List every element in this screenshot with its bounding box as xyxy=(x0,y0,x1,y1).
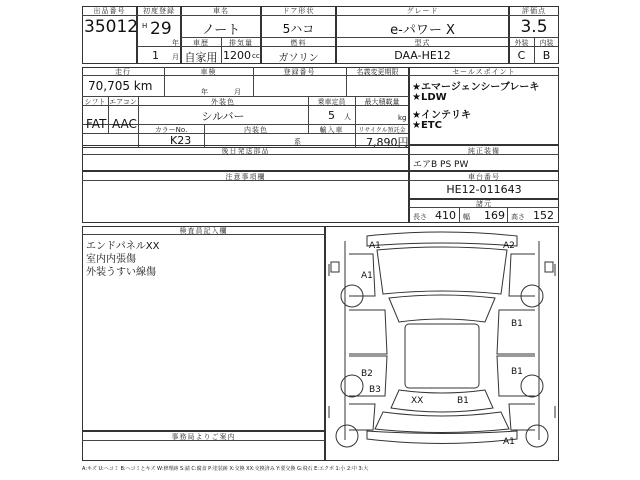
car-diagram xyxy=(325,226,559,461)
spare-wheel-right xyxy=(526,425,548,447)
first-reg-label: 初度登録 xyxy=(143,7,175,15)
model-label: 型式 xyxy=(414,39,431,47)
car-name: ノート xyxy=(201,23,241,38)
wheel-rear-right xyxy=(521,375,543,397)
damage-a2-front-right: A2 xyxy=(503,241,515,251)
seats-value: 5 xyxy=(328,109,335,122)
shift-value: FAT xyxy=(86,117,107,131)
car-front-bumper xyxy=(367,232,517,246)
color-label: 外装色 xyxy=(211,98,235,106)
height-value: 152 xyxy=(533,209,554,222)
equipment-label: 純正装備 xyxy=(468,147,500,155)
chassis-label: 車台番号 xyxy=(468,173,500,181)
chassis-number: HE12-011643 xyxy=(446,183,522,196)
intcolor-label: 内装色 xyxy=(244,126,268,134)
car-right-mirror xyxy=(545,262,553,272)
car-left-rear-fender xyxy=(349,404,375,430)
car-trunk xyxy=(375,412,509,433)
car-left-mirror xyxy=(331,262,339,272)
colorno-label: カラーNo. xyxy=(154,126,188,134)
seats-unit: 人 xyxy=(344,113,351,121)
dimensions-label: 諸元 xyxy=(476,200,492,208)
sales-points-label: セールスポイント xyxy=(452,68,516,76)
mileage-value: 70,705 km xyxy=(88,79,153,93)
era-mark: H xyxy=(142,22,148,30)
inspector-label: 検査員記入欄 xyxy=(179,227,228,235)
grade-label: グレード xyxy=(406,7,439,15)
reg-year: 29 xyxy=(150,19,172,39)
car-left-front-door xyxy=(349,310,387,354)
intcolor-unit: 系 xyxy=(294,138,301,146)
car-name-label: 車名 xyxy=(213,7,229,15)
length-value: 410 xyxy=(435,209,456,222)
inspection-year: 年 xyxy=(201,88,208,96)
lot-number: 35012 xyxy=(84,17,139,37)
inspection-label: 車検 xyxy=(200,68,217,76)
office-label: 事務局よりご案内 xyxy=(171,433,236,441)
inspector-note-1: エンドパネルXX xyxy=(86,241,160,252)
damage-a1-left-fender: A1 xyxy=(361,271,373,281)
width-value: 169 xyxy=(484,209,505,222)
score-value: 3.5 xyxy=(520,17,548,37)
wheel-rear-left xyxy=(341,375,363,397)
sales-point-2: ★LDW xyxy=(412,92,447,103)
color-number: K23 xyxy=(170,134,192,147)
car-windshield xyxy=(389,295,495,322)
load-label: 最大積載量 xyxy=(364,98,400,106)
load-unit: kg xyxy=(398,114,407,122)
mileage-label: 走行 xyxy=(115,68,131,76)
reg-month: 1 xyxy=(152,49,159,62)
damage-b1-rear: B1 xyxy=(457,396,469,406)
fuel-type: ガソリン xyxy=(278,53,319,64)
damage-a1-front-left: A1 xyxy=(369,241,381,251)
car-hood xyxy=(377,247,507,294)
cc-unit: cc xyxy=(252,52,260,60)
door-shape: 5ハコ xyxy=(282,22,315,36)
grade-value: e-パワー X xyxy=(390,23,455,38)
body-usage: 自家用 xyxy=(184,51,218,64)
recycle-fee: 7,890円 xyxy=(366,136,409,149)
later-parts-label: 後日発送部品 xyxy=(221,147,270,155)
displacement: 1200 xyxy=(223,49,251,62)
exterior-color: シルバー xyxy=(201,110,245,123)
equipment-value: エアB PS PW xyxy=(413,160,469,170)
ext-grade: C xyxy=(517,49,526,62)
doors-label: ドア形状 xyxy=(282,7,315,15)
import-label: 輸入車 xyxy=(319,126,344,134)
car-right-front-fender xyxy=(509,254,535,296)
sales-point-1: ★エマージェンシーブレーキ xyxy=(412,82,540,93)
spare-wheel-left xyxy=(336,425,358,447)
damage-b1-right-front-door: B1 xyxy=(511,319,523,329)
sales-point-3: ★インテリキ xyxy=(412,110,471,121)
inspection-month: 月 xyxy=(234,88,241,96)
inspector-note-2: 室内内張傷 xyxy=(86,254,136,265)
damage-b1-right-rear-door: B1 xyxy=(511,367,523,377)
damage-legend: A:キズ U:ヘコミ B:ヘコミとキズ W:修理跡 S:錆 C:腐食 P:塗装跡 X:交換 XX:交換済み Y:要交換 G:飛石 E:エクボ 1:小 2:中 3:大 xyxy=(82,466,369,472)
regno-label: 登録番号 xyxy=(283,68,316,76)
sales-point-4: ★ETC xyxy=(412,120,442,131)
damage-a1-rear-bumper: A1 xyxy=(503,437,515,447)
inspector-note-3: 外装うすい線傷 xyxy=(86,267,156,278)
car-rear-glass xyxy=(391,390,493,412)
owner-label: 名義変更期限 xyxy=(356,68,399,76)
recycle-label: リサイクル預託金 xyxy=(358,127,406,134)
ext-label: 外装 xyxy=(514,39,529,47)
reg-month-unit: 月 xyxy=(172,53,179,61)
seats-label: 乗車定員 xyxy=(317,98,346,106)
fuel-label: 燃料 xyxy=(290,39,307,47)
damage-b2-left-rear-door: B2 xyxy=(361,369,373,379)
length-label: 長さ xyxy=(413,213,427,221)
reg-year-unit: 年 xyxy=(172,39,179,47)
car-right-front-door xyxy=(497,310,535,354)
ac-value: AAC xyxy=(112,117,137,131)
width-label: 幅 xyxy=(463,213,470,221)
height-label: 高さ xyxy=(511,213,525,221)
damage-xx-rear-panel: XX xyxy=(411,396,424,406)
shift-label: シフト xyxy=(84,98,106,106)
lot-label: 出品番号 xyxy=(93,7,126,15)
int-label: 内装 xyxy=(539,39,554,47)
car-right-rear-fender xyxy=(509,404,535,430)
model-code: DAA-HE12 xyxy=(394,49,451,62)
ac-label: エアコン xyxy=(109,98,137,106)
int-grade: B xyxy=(542,49,551,62)
damage-b3-left-rear: B3 xyxy=(369,385,381,395)
notes-label: 注意事項欄 xyxy=(225,173,266,181)
car-roof xyxy=(405,324,479,388)
body-label: 車歴 xyxy=(193,39,209,47)
score-label: 評価点 xyxy=(522,7,546,15)
cc-label: 排気量 xyxy=(229,39,253,47)
